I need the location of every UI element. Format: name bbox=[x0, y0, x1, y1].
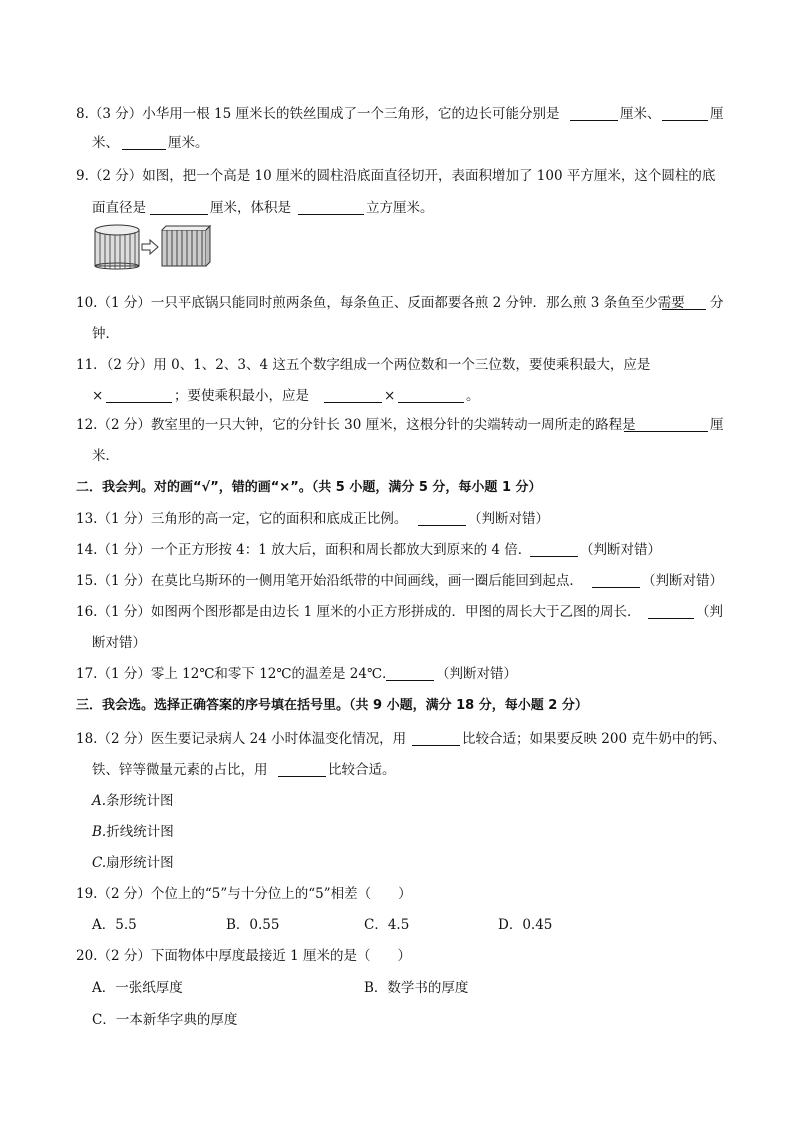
q12-blank-1[interactable] bbox=[624, 417, 708, 432]
arrow-right-icon bbox=[142, 240, 158, 254]
q17-blank[interactable] bbox=[386, 666, 434, 681]
q16-judge-1: （判 bbox=[696, 604, 723, 620]
q10-blank-1[interactable] bbox=[662, 295, 706, 310]
q10-line2: 钟． bbox=[92, 326, 119, 342]
q13-stem: 13.（1 分）三角形的高一定，它的面积和底成正比例。 bbox=[76, 511, 408, 527]
q10-unit-1: 分 bbox=[710, 295, 724, 311]
q18-option-c-text: 扇形统计图 bbox=[106, 855, 174, 871]
q9-line1: 9.（2 分）如图，把一个高是 10 厘米的圆柱沿底面直径切开，表面积增加了 100 平方厘米，这个圆柱的底 bbox=[76, 168, 716, 184]
q11-blank-4[interactable] bbox=[398, 388, 464, 403]
cut-cylinder-icon bbox=[162, 226, 210, 266]
q17-judge: （判断对错） bbox=[436, 666, 517, 682]
q14-blank[interactable] bbox=[530, 542, 578, 557]
q18-line2-b: 比较合适。 bbox=[328, 762, 396, 778]
q15-judge: （判断对错） bbox=[642, 573, 723, 589]
q18-option-a-letter: A. bbox=[92, 793, 107, 809]
q16-blank[interactable] bbox=[648, 604, 694, 619]
q11-line2-text: ；要使乘积最小，应是 bbox=[174, 388, 309, 404]
q18-option-a[interactable] bbox=[92, 791, 174, 811]
q8-blank-2[interactable] bbox=[662, 106, 708, 121]
q18-option-c-letter: C. bbox=[92, 855, 107, 871]
q11-blank-3[interactable] bbox=[324, 388, 382, 403]
q18-option-b-letter: B. bbox=[92, 824, 107, 840]
q19-option-c[interactable]: C．4.5 bbox=[364, 917, 410, 933]
q18-option-b-text: 折线统计图 bbox=[106, 824, 174, 840]
q8-unit-1: 厘米、 bbox=[620, 106, 661, 122]
q12-line2: 米． bbox=[92, 448, 119, 464]
q9-blank-1[interactable] bbox=[150, 200, 208, 215]
q8-blank-1[interactable] bbox=[570, 106, 618, 121]
q8-unit-2: 厘 bbox=[710, 106, 724, 122]
q9-line2-text: 面直径是 bbox=[92, 200, 146, 216]
q11-end: 。 bbox=[466, 388, 480, 404]
q18-blank-2[interactable] bbox=[278, 762, 326, 777]
q11-times-1: × bbox=[92, 388, 104, 404]
section-2-heading: 二．我会判。对的画“√”，错的画“×”。（共 5 小题，满分 5 分，每小题 1 分） bbox=[76, 480, 542, 495]
q11-blank-2[interactable] bbox=[106, 388, 172, 403]
q20-option-c[interactable]: C．一本新华字典的厚度 bbox=[92, 1012, 238, 1028]
q15-blank[interactable] bbox=[592, 573, 640, 588]
q16-stem: 16.（1 分）如图两个图形都是由边长 1 厘米的小正方形拼成的．甲图的周长大于乙图的周长． bbox=[76, 604, 641, 620]
q16-judge-2: 断对错） bbox=[92, 635, 146, 651]
q11-times-2: × bbox=[384, 388, 396, 404]
q18-line1-a: 18.（2 分）医生要记录病人 24 小时体温变化情况，用 bbox=[76, 731, 407, 747]
q20-option-b[interactable]: B．数学书的厚度 bbox=[364, 980, 469, 996]
q18-line1-b: 比较合适；如果要反映 200 克牛奶中的钙、 bbox=[462, 731, 726, 747]
q9-unit-1: 厘米，体积是 bbox=[210, 200, 291, 216]
q20-stem: 20.（2 分）下面物体中厚度最接近 1 厘米的是（ ） bbox=[76, 948, 412, 964]
q20-option-a[interactable]: A．一张纸厚度 bbox=[92, 980, 183, 996]
q13-judge: （判断对错） bbox=[468, 511, 549, 527]
q15-stem: 15.（1 分）在莫比乌斯环的一侧用笔开始沿纸带的中间画线，画一圈后能回到起点． bbox=[76, 573, 583, 589]
q19-option-a[interactable]: A．5.5 bbox=[92, 917, 137, 933]
section-3-heading: 三．我会选。选择正确答案的序号填在括号里。（共 9 小题，满分 18 分，每小题 2 分） bbox=[76, 698, 588, 713]
q14-judge: （判断对错） bbox=[580, 542, 661, 558]
q19-option-b[interactable]: B．0.55 bbox=[226, 917, 280, 933]
q11-line1: 11．（2 分）用 0、1、2、3、4 这五个数字组成一个两位数和一个三位数，要使乘积最大，应是 bbox=[76, 357, 651, 373]
cylinder-icon bbox=[95, 225, 139, 269]
q17-stem: 17.（1 分）零上 12℃和零下 12℃的温差是 24℃． bbox=[76, 666, 396, 682]
q8-line2-text: 米、 bbox=[92, 135, 119, 151]
q8-blank-3[interactable] bbox=[122, 135, 166, 150]
q13-blank[interactable] bbox=[418, 511, 466, 526]
q19-option-d[interactable]: D．0.45 bbox=[498, 917, 553, 933]
q8-stem: 8.（3 分）小华用一根 15 厘米长的铁丝围成了一个三角形，它的边长可能分别是 bbox=[76, 106, 560, 122]
q12-unit-1: 厘 bbox=[710, 417, 724, 433]
q9-blank-2[interactable] bbox=[298, 200, 364, 215]
q8-line1 bbox=[76, 104, 560, 124]
q14-stem: 14.（1 分）一个正方形按 4：1 放大后，面积和周长都放大到原来的 4 倍． bbox=[76, 542, 532, 558]
q18-option-a-text: 条形统计图 bbox=[106, 793, 174, 809]
q12-line1: 12.（2 分）教室里的一只大钟，它的分针长 30 厘米，这根分针的尖端转动一周所走的路程是 bbox=[76, 417, 636, 433]
q18-option-b[interactable] bbox=[92, 822, 174, 842]
q8-unit-3: 厘米。 bbox=[168, 135, 209, 151]
q10-line1: 10.（1 分）一只平底锅只能同时煎两条鱼，每条鱼正、反面都要各煎 2 分钟．那么煎 3 条鱼至少需要 bbox=[76, 295, 685, 311]
q18-line2-a: 铁、锌等微量元素的占比，用 bbox=[92, 762, 268, 778]
q19-stem: 19.（2 分）个位上的“5”与十分位上的“5”相差（ ） bbox=[76, 886, 412, 902]
q18-blank-1[interactable] bbox=[412, 731, 460, 746]
cylinder-cut-figure bbox=[92, 222, 212, 270]
q9-unit-2: 立方厘米。 bbox=[366, 200, 434, 216]
q18-option-c[interactable] bbox=[92, 853, 174, 873]
